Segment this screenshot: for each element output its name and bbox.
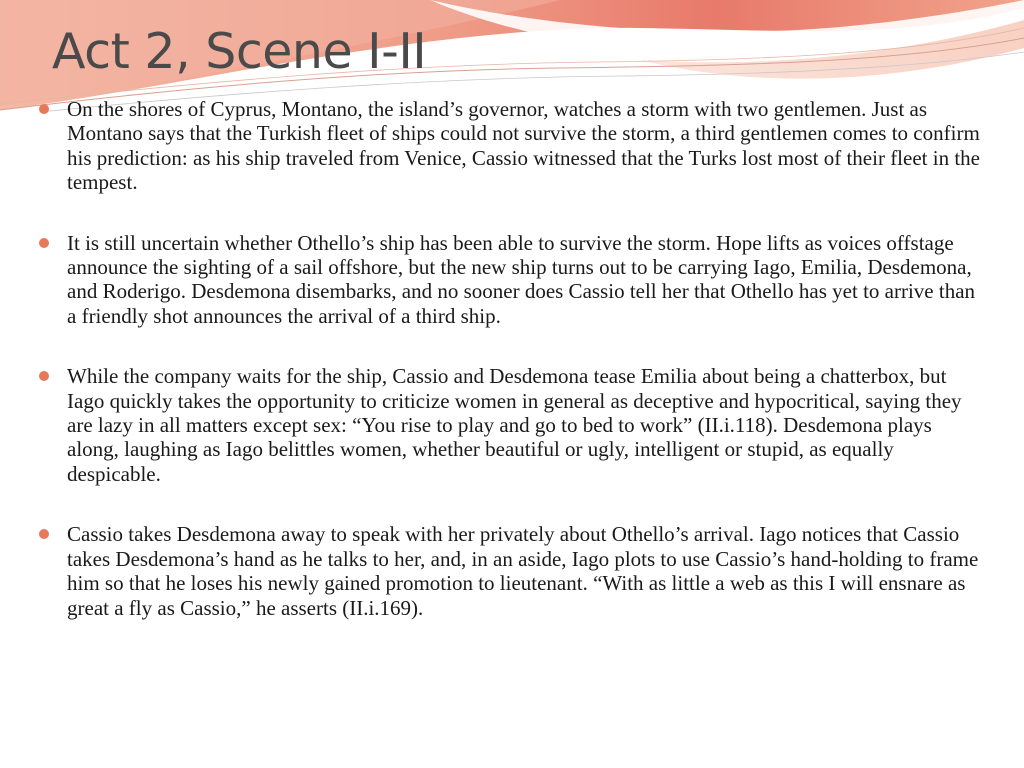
bullet-dot-icon [39,529,49,539]
bullet-item [38,522,986,620]
bullet-dot-icon [39,238,49,248]
bullet-item [38,231,986,329]
bullet-dot-icon [39,104,49,114]
slide-title: Act 2, Scene I-II [52,23,427,80]
bullet-text: It is still uncertain whether Othello’s ship has been able to survive the storm. Hope lifts as voices offstage announce the sighting of a sail offshore, but the new ship turns out to be carrying Iago, Emilia, Desdemona, and Roderigo. Desdemona disembarks, and no sooner does Cassio tell her that Othello has yet to arrive than a friendly shot announces the arrival of a third ship. [67,230,976,328]
bullet-dot-icon [39,371,49,381]
bullet-item [38,97,986,195]
bullet-text: While the company waits for the ship, Cassio and Desdemona tease Emilia about being a chatterbox, but Iago quickly takes the opportunity to criticize women in general as deceptive and hypocritical, saying they are lazy in all matters except sex: “You rise to play and go to bed to work” (II.i.118). Desdemona plays along, laughing as Iago belittles women, whether beautiful or ugly, intelligent or stupid, as equally despicable. [67,364,962,486]
bullet-item [38,364,986,486]
bullet-text: On the shores of Cyprus, Montano, the island’s governor, watches a storm with two gentlemen. Just as Montano says that the Turkish fleet of ships could not survive the storm, a third gentlemen comes to confirm his prediction: as his ship traveled from Venice, Cassio witnessed that the Turks lost most of their fleet in the tempest. [67,97,980,195]
bullet-list [38,97,986,656]
bullet-text: Cassio takes Desdemona away to speak with her privately about Othello’s arrival. Iago notices that Cassio takes Desdemona’s hand as he talks to her, and, in an aside, Iago plots to use Cassio’s hand-holding to frame him so that he loses his newly gained promotion to lieutenant. “With as little a web as this I will ensnare as great a fly as Cassio,” he asserts (II.i.169). [67,522,979,620]
